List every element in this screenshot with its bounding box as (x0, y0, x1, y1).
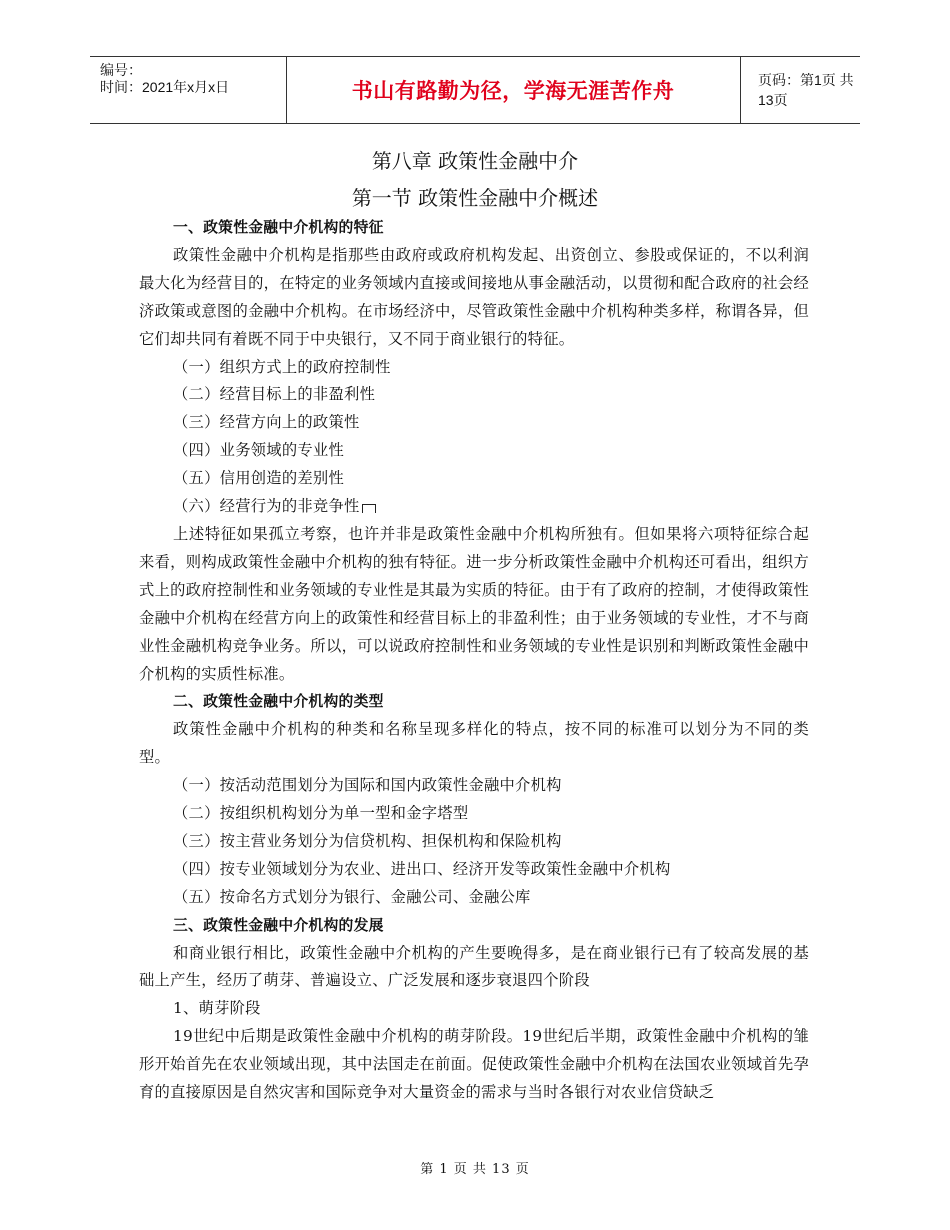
list-item: （四）按专业领域划分为农业、进出口、经济开发等政策性金融中介机构 (173, 859, 671, 878)
list-item: （二）按组织机构划分为单一型和金字塔型 (173, 804, 469, 823)
number-label: 编号： (100, 62, 142, 78)
list-item-text: （六）经营行为的非竞争性 (173, 497, 360, 516)
heading-types: 二、政策性金融中介机构的类型 (173, 693, 384, 711)
list-item: （五）按命名方式划分为银行、金融公司、金融公库 (173, 887, 531, 906)
paragraph: 上述特征如果孤立考察，也许并非是政策性金融中介机构所独有。但如果将六项特征综合起来看，则构成政策性金融中介机构的独有特征。进一步分析政策性金融中介机构还可看出，组织方式上的政府控制性和业务领域的专业性是其最为实质的特征。由于有了政府的控制，才使得政策性金融中介机构在经营方向上的政策性和经营目标上的非盈利性；由于业务领域的专业性，才不与商业性金融机构竞争业务。所以，可以说政府控制性和业务领域的专业性是识别和判断政策性金融中介机构的实质性标准。 (139, 524, 809, 683)
chapter-title: 第八章 政策性金融中介 (371, 149, 579, 173)
paragraph: 19世纪中后期是政策性金融中介机构的萌芽阶段。19世纪后半期，政策性金融中介机构的雏形开始首先在农业领域出现，其中法国走在前面。促使政策性金融中介机构在法国农业领域首先孕育的直接原因是自然灾害和国际竞争对大量资金的需求与当时各银行对农业信贷缺乏 (139, 1027, 809, 1102)
page-header (90, 56, 860, 124)
list-item: （三）经营方向上的政策性 (173, 413, 360, 432)
heading-development: 三、政策性金融中介机构的发展 (173, 916, 384, 934)
list-item-last (139, 493, 809, 521)
paragraph: 政策性金融中介机构是指那些由政府或政府机构发起、出资创立、参股或保证的，不以利润最大化为经营目的，在特定的业务领域内直接或间接地从事金融活动，以贯彻和配合政府的社会经济政策或意图的金融中介机构。在市场经济中，尽管政策性金融中介机构种类多样，称谓各异，但它们却共同有着既不同于中央银行，又不同于商业银行的特征。 (139, 245, 809, 348)
page-info: 页码：第1页 共13页 (758, 72, 854, 108)
paragraph: 政策性金融中介机构的种类和名称呈现多样化的特点，按不同的标准可以划分为不同的类型。 (139, 720, 809, 767)
list-item: （二）经营目标上的非盈利性 (173, 385, 376, 404)
section-title: 第一节 政策性金融中介概述 (351, 186, 599, 210)
paragraph: 和商业银行相比，政策性金融中介机构的产生要晚得多，是在商业银行已有了较高发展的基础上产生，经历了萌芽、普遍设立、广泛发展和逐步衰退四个阶段 (139, 943, 809, 990)
paragraph-mark-icon (362, 504, 376, 513)
list-item: （五）信用创造的差别性 (173, 469, 345, 488)
list-item: （三）按主营业务划分为信贷机构、担保机构和保险机构 (173, 831, 562, 850)
header-info-cell (90, 57, 287, 123)
stage-heading: 1、萌芽阶段 (173, 999, 261, 1018)
header-page-cell (740, 57, 860, 123)
list-item: （一）组织方式上的政府控制性 (173, 357, 391, 376)
list-item: （四）业务领域的专业性 (173, 441, 345, 460)
header-motto-cell (286, 57, 741, 123)
list-item: （一）按活动范围划分为国际和国内政策性金融中介机构 (173, 776, 562, 795)
time-label: 时间：2021年x月x日 (100, 79, 230, 95)
page-footer: 第 1 页 共 13 页 (420, 1162, 530, 1177)
heading-features: 一、政策性金融中介机构的特征 (173, 219, 384, 236)
document-body (139, 214, 809, 1107)
motto-text: 书山有路勤为径，学海无涯苦作舟 (351, 80, 675, 103)
